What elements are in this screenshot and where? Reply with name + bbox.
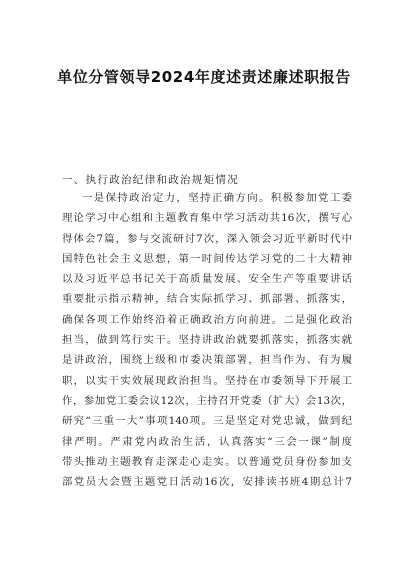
paragraph-line: 带头推动主题教育走深走心走实。以普通党员身份参加支 <box>62 455 352 468</box>
paragraph-line: 理论学习中心组和主题教育集中学习活动共16次，撰写心 <box>62 212 352 225</box>
paragraph-line: 确保各项工作始终沿着正确政治方向前进。二是强化政治 <box>62 313 352 326</box>
body-paragraph <box>62 188 352 492</box>
paragraph-line: 职，以实干实效展现政治担当。坚持在市委领导下开展工 <box>62 374 352 387</box>
paragraph-line: 担当，做到笃行实干。坚持讲政治就要抓落实，抓落实就 <box>62 334 352 347</box>
paragraph-line: 研究“三重一大”事项140项。三是坚定对党忠诚，做到纪 <box>62 415 352 428</box>
paragraph-line: 是讲政治，围绕上级和市委决策部署，担当作为、有为履 <box>62 354 352 367</box>
paragraph-line: 以及习近平总书记关于高质量发展、安全生产等重要讲话 <box>62 273 352 286</box>
paragraph-line: 重要批示指示精神，结合实际抓学习、抓部署、抓落实， <box>62 293 352 306</box>
document-title: 单位分管领导2024年度述责述廉述职报告 <box>57 68 351 86</box>
paragraph-line: 律严明。严肃党内政治生活，认真落实“三会一课”制度 <box>62 435 352 448</box>
paragraph-line: 一是保持政治定力，坚持正确方向。积极参加党工委 <box>82 192 352 204</box>
paragraph-line: 作，参加党工委会议12次，主持召开党委（扩大）会13次， <box>62 394 352 407</box>
section-heading: 一、执行政治纪律和政治规矩情况 <box>62 174 239 186</box>
paragraph-line: 部党员大会暨主题党日活动16次，安排读书班4期总计7 <box>62 476 352 489</box>
paragraph-line: 得体会7篇，参与交流研讨7次，深入领会习近平新时代中 <box>62 232 352 245</box>
paragraph-line: 国特色社会主义思想，第一时间传达学习党的二十大精神 <box>62 252 352 265</box>
